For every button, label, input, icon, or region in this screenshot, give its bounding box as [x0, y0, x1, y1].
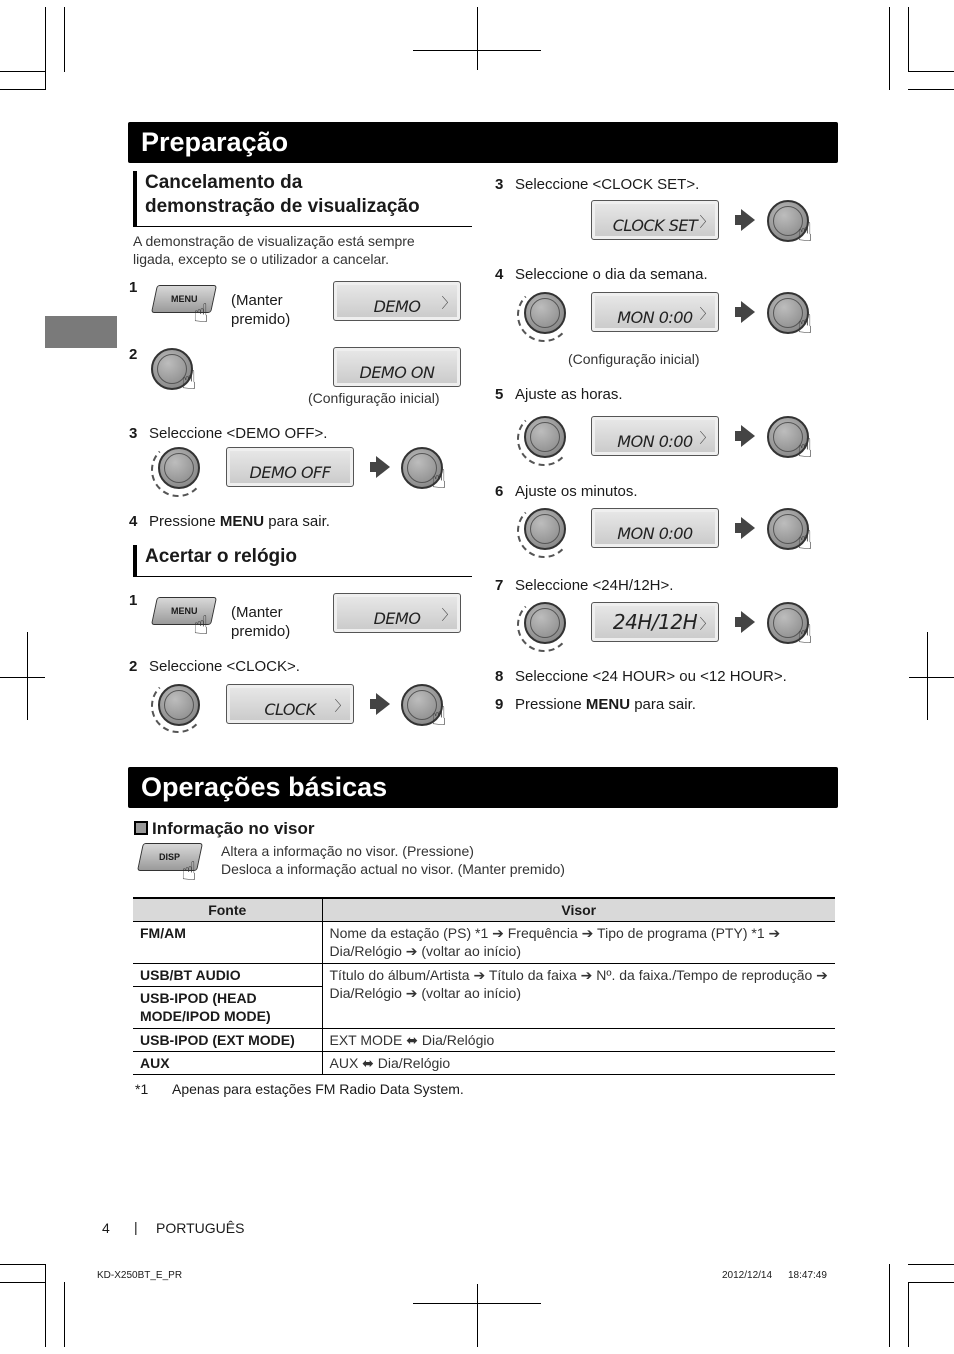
section-title-preparacao: Preparação — [128, 122, 838, 163]
hold-line1: (Manter — [231, 604, 283, 621]
press-hand-icon: ☝ — [431, 464, 447, 494]
lcd-text: DEMO — [373, 609, 421, 628]
lcd-display — [333, 347, 461, 387]
arrow-right-icon — [741, 611, 755, 633]
lcd-display — [591, 416, 719, 456]
step-number: 4 — [495, 266, 504, 283]
clock-step9 — [495, 695, 696, 714]
chevron-right-icon: 〉 — [699, 617, 713, 633]
step-number: 5 — [495, 386, 504, 403]
step-text-end: para sair. — [264, 513, 330, 530]
footer-language: PORTUGUÊS — [156, 1220, 245, 1236]
display-info-table — [133, 897, 835, 1075]
clock-step6 — [495, 482, 638, 501]
step-number: 8 — [495, 668, 504, 685]
arrow-right-icon — [741, 301, 755, 323]
lcd-text: MON 0:00 — [617, 432, 693, 451]
footer-separator: | — [134, 1219, 138, 1235]
step-text: Seleccione <DEMO OFF>. — [149, 425, 328, 442]
source-cell: USB-IPOD (HEAD MODE/IPOD MODE) — [133, 986, 322, 1028]
step-number: 2 — [129, 658, 138, 675]
menu-button-label: MENU — [170, 606, 198, 616]
press-hand-icon: ☝ — [431, 701, 447, 731]
step-number: 6 — [495, 483, 504, 500]
subheading-clock: Acertar o relógio — [133, 545, 472, 577]
lcd-text: CLOCK — [264, 700, 316, 719]
volume-knob[interactable] — [524, 602, 566, 644]
press-hand-icon: ☝ — [797, 433, 813, 463]
chevron-right-icon: 〉 — [699, 215, 713, 231]
hold-line1: (Manter — [231, 292, 283, 309]
step-text: Seleccione <24 HOUR> ou <12 HOUR>. — [515, 668, 787, 685]
disp-desc-line1: Altera a informação no visor. (Pressione) — [221, 843, 474, 859]
step-text: Seleccione <24H/12H>. — [515, 577, 674, 594]
step-number: 3 — [129, 425, 138, 442]
page-number: 4 — [102, 1220, 110, 1236]
lcd-display — [591, 508, 719, 548]
clock-step8 — [495, 667, 787, 686]
arrow-right-icon — [741, 517, 755, 539]
step-text: Seleccione <CLOCK>. — [149, 658, 300, 675]
lcd-display — [226, 684, 354, 724]
step-bold: MENU — [219, 513, 265, 530]
disp-desc-line2: Desloca a informação actual no visor. (Manter premido) — [221, 861, 565, 877]
step-text: Pressione — [149, 513, 220, 530]
display-cell: Título do álbum/Artista ➔ Título da faixa ➔ Nº. da faixa./Tempo de reprodução ➔ Dia/Relógio ➔ (voltar ao início) — [322, 963, 835, 1028]
clock-step7 — [495, 576, 673, 595]
section-info-title: Informação no visor — [152, 819, 315, 838]
step-text: Ajuste as horas. — [515, 386, 623, 403]
step-text: Seleccione <CLOCK SET>. — [515, 176, 700, 193]
disp-description — [221, 842, 565, 878]
disp-button-label: DISP — [159, 852, 181, 862]
step-text: Pressione — [515, 696, 586, 713]
demo-step1-hold — [231, 291, 290, 329]
footer-date: 2012/12/14 — [722, 1270, 773, 1281]
press-hand-icon: ☝ — [797, 525, 813, 555]
footnote-mark: *1 — [135, 1081, 149, 1097]
clock-step1-number: 1 — [129, 592, 138, 609]
clock-step4 — [495, 265, 708, 284]
source-cell: FM/AM — [133, 921, 322, 963]
press-hand-icon: ☝ — [797, 619, 813, 649]
hold-line2: premido) — [231, 623, 291, 640]
demo-step3 — [129, 424, 327, 443]
clock-step1-hold — [231, 603, 290, 641]
table-row — [133, 921, 835, 963]
chevron-right-icon: 〉 — [441, 608, 455, 624]
lcd-text: CLOCK SET — [612, 216, 698, 235]
lcd-display — [591, 602, 719, 642]
arrow-right-icon — [376, 456, 390, 478]
section-info-visor — [134, 819, 314, 839]
square-bullet-icon — [134, 821, 148, 835]
hold-line2: premido) — [231, 311, 291, 328]
table-row — [133, 1028, 835, 1051]
initial-setting-note: (Configuração inicial) — [308, 390, 440, 406]
chevron-right-icon: 〉 — [334, 699, 348, 715]
table-row — [133, 963, 835, 986]
display-cell: Nome da estação (PS) *1 ➔ Frequência ➔ Tipo de programa (PTY) *1 ➔ Dia/Relógio ➔ (voltar ao início) — [322, 921, 835, 963]
lcd-text: MON 0:00 — [617, 524, 693, 543]
arrow-right-icon — [376, 693, 390, 715]
chevron-right-icon: 〉 — [699, 431, 713, 447]
volume-knob[interactable] — [158, 447, 200, 489]
demo-intro-line1: A demonstração de visualização está sempre — [133, 233, 415, 249]
chevron-right-icon: 〉 — [441, 296, 455, 312]
volume-knob[interactable] — [524, 416, 566, 458]
display-cell: EXT MODE ⬌ Dia/Relógio — [322, 1028, 835, 1051]
col-header-source: Fonte — [133, 898, 322, 921]
language-tab-marker — [45, 316, 117, 348]
press-hand-icon: ☝ — [181, 365, 197, 395]
table-row — [133, 1051, 835, 1074]
volume-knob[interactable] — [158, 684, 200, 726]
display-cell: AUX ⬌ Dia/Relógio — [322, 1051, 835, 1074]
press-hand-icon: ☝ — [797, 217, 813, 247]
step-text: Ajuste os minutos. — [515, 483, 638, 500]
demo-step4 — [129, 512, 330, 531]
arrow-right-icon — [741, 209, 755, 231]
volume-knob[interactable] — [524, 292, 566, 334]
step-text-end: para sair. — [630, 696, 696, 713]
step-text: Seleccione o dia da semana. — [515, 266, 708, 283]
section-title-operacoes: Operações básicas — [128, 767, 838, 808]
lcd-display — [226, 447, 354, 487]
press-hand-icon: ☝ — [193, 610, 209, 640]
source-cell: USB-IPOD (EXT MODE) — [133, 1028, 322, 1051]
arrow-right-icon — [741, 425, 755, 447]
demo-step2-number: 2 — [129, 346, 138, 363]
demo-intro — [133, 232, 415, 268]
source-cell: USB/BT AUDIO — [133, 963, 322, 986]
clock-step3 — [495, 175, 699, 194]
footer-doc-code: KD-X250BT_E_PR — [97, 1270, 183, 1281]
subheading-demo-line2: demonstração de visualização — [145, 196, 420, 217]
step-bold: MENU — [585, 696, 631, 713]
lcd-text: MON 0:00 — [617, 308, 693, 327]
press-hand-icon: ☝ — [193, 298, 209, 328]
lcd-text: DEMO ON — [359, 363, 435, 382]
chevron-right-icon: 〉 — [699, 307, 713, 323]
step-number: 4 — [129, 513, 138, 530]
lcd-display — [333, 593, 461, 633]
lcd-text: 24H/12H — [612, 610, 698, 634]
lcd-display — [591, 292, 719, 332]
footer-time: 18:47:49 — [788, 1270, 827, 1281]
press-hand-icon: ☝ — [181, 856, 197, 886]
step-number: 9 — [495, 696, 504, 713]
step-number: 3 — [495, 176, 504, 193]
volume-knob[interactable] — [524, 508, 566, 550]
table-header-row — [133, 898, 835, 921]
initial-setting-note: (Configuração inicial) — [568, 351, 700, 367]
clock-step2 — [129, 657, 300, 676]
menu-button-label: MENU — [170, 294, 198, 304]
step-number: 7 — [495, 577, 504, 594]
subheading-demo — [133, 171, 472, 227]
demo-intro-line2: ligada, excepto se o utilizador a cancelar. — [133, 251, 390, 267]
clock-step5 — [495, 385, 623, 404]
lcd-display — [591, 200, 719, 240]
source-cell: AUX — [133, 1051, 322, 1074]
lcd-display — [333, 281, 461, 321]
lcd-text: DEMO OFF — [249, 463, 331, 482]
col-header-display: Visor — [322, 898, 835, 921]
demo-step1-number: 1 — [129, 279, 138, 296]
footnote: Apenas para estações FM Radio Data System. — [172, 1081, 464, 1097]
press-hand-icon: ☝ — [797, 309, 813, 339]
lcd-text: DEMO — [373, 297, 421, 316]
subheading-demo-line1: Cancelamento da — [145, 172, 303, 193]
